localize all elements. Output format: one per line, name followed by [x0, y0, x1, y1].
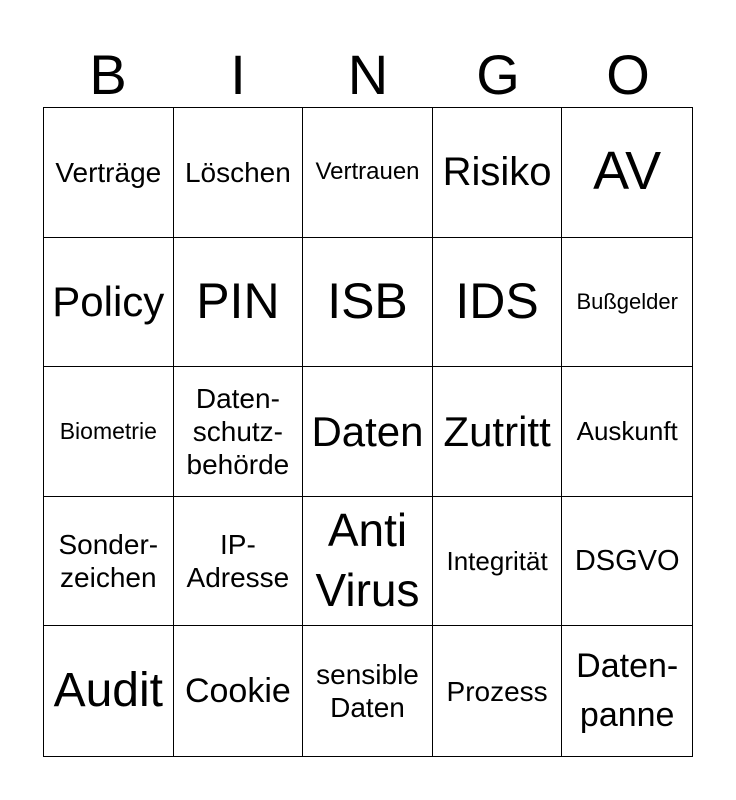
bingo-cell-r1-c4[interactable]: Risiko [433, 108, 563, 238]
bingo-cell-r2-c1[interactable]: Policy [44, 238, 174, 368]
header-letter-i: I [230, 43, 246, 106]
bingo-cell-r3-c2[interactable]: Daten- schutz- behörde [174, 367, 304, 497]
bingo-cell-r5-c5[interactable]: Daten- panne [576, 646, 679, 735]
bingo-cell-r4-c1[interactable]: Sonder- zeichen [44, 497, 174, 627]
bingo-cell-r1-c1[interactable]: Verträge [44, 108, 174, 238]
bingo-cell-r2-c4[interactable]: IDS [433, 238, 563, 368]
header-letter-g: G [476, 43, 520, 106]
bingo-cell-r3-c5[interactable]: Auskunft [562, 367, 692, 497]
bingo-cell-r5-c1[interactable]: Audit [44, 626, 174, 756]
bingo-cell-r1-c2[interactable]: Löschen [174, 108, 304, 238]
bingo-cell-r3-c4[interactable]: Zutritt [433, 367, 563, 497]
bingo-board [43, 107, 693, 757]
bingo-cell-r4-c4[interactable]: Integrität [433, 497, 563, 627]
bingo-cell-r4-c2[interactable]: IP- Adresse [174, 497, 304, 627]
bingo-cell-r4-c5[interactable]: DSGVO [562, 497, 692, 627]
bingo-cell-r2-c2[interactable]: PIN [174, 238, 304, 368]
bingo-cell-r4-c3[interactable]: Anti Virus [303, 497, 433, 627]
bingo-cell-r5-c4[interactable]: Prozess [433, 626, 563, 756]
header-letter-b: B [89, 43, 127, 106]
bingo-cell-r2-c3[interactable]: ISB [303, 238, 433, 368]
bingo-cell-r5-c3[interactable]: sensible Daten [303, 626, 433, 756]
bingo-cell-r3-c3[interactable]: Daten [303, 367, 433, 497]
bingo-header [43, 40, 693, 108]
header-letter-n: N [347, 43, 389, 106]
bingo-cell-r1-c3[interactable]: Vertrauen [303, 108, 433, 238]
bingo-cell-r2-c5[interactable]: Bußgelder [562, 238, 692, 368]
header-letter-o: O [606, 43, 650, 106]
bingo-cell-r1-c5[interactable]: AV [562, 108, 692, 238]
bingo-cell-r5-c2[interactable]: Cookie [174, 626, 304, 756]
bingo-cell-r3-c1[interactable]: Biometrie [44, 367, 174, 497]
